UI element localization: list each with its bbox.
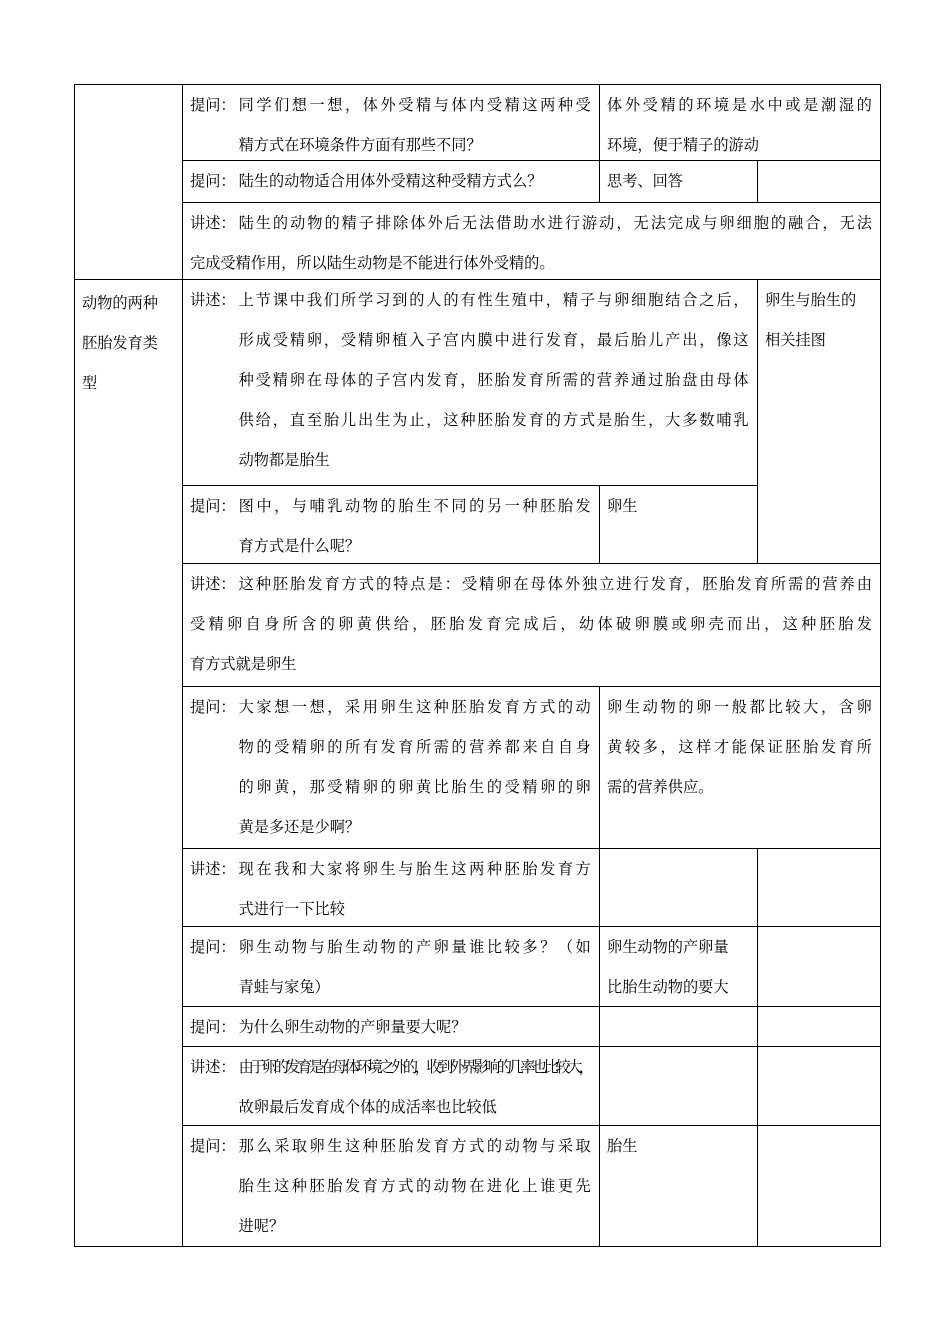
teacher-text: 育方式是什么呢？ [238, 537, 361, 555]
activity-prefix: 提问： [190, 1137, 236, 1155]
topic-label: 型 [82, 374, 98, 392]
teacher-text: 进呢？ [238, 1217, 285, 1235]
teacher-text: 完成受精作用，所以陆生动物是不能进行体外受精的。 [190, 254, 555, 272]
topic-label: 动物的两种 [82, 294, 158, 312]
empty-cell [757, 1046, 881, 1126]
teacher-text: 形成受精卵，受精卵植入子宫内膜中进行发育，最后胎儿产出，像这 [238, 331, 751, 349]
teacher-text: 供给，直至胎儿出生为止，这种胚胎发育的方式是胎生，大多数哺乳 [238, 411, 751, 429]
student-text: 需的营养供应。 [607, 778, 714, 796]
student-text: 卵生 [607, 497, 638, 515]
activity-prefix: 讲述： [190, 291, 236, 309]
student-text: 卵生动物的产卵量 [607, 938, 729, 956]
teacher-text: 陆生的动物适合用体外受精这种受精方式么？ [238, 172, 543, 190]
empty-cell [599, 1046, 758, 1126]
student-text: 比胎生动物的要大 [607, 978, 729, 996]
topic-cell [74, 84, 183, 280]
teacher-text: 受精卵自身所含的卵黄供给，胚胎发育完成后，幼体破卵膜或卵壳而出，这种胚胎发 [190, 615, 876, 633]
empty-cell [757, 160, 881, 203]
teacher-text: 大家想一想，采用卵生这种胚胎发育方式的动 [238, 698, 594, 716]
teacher-text: 由于卵的发育是在母体环境之外的，收到外界影响的几率也比较大， [238, 1058, 591, 1076]
teacher-text: 故卵最后发育成个体的成活率也比较低 [238, 1098, 497, 1116]
empty-cell [757, 848, 881, 927]
media-text: 相关挂图 [765, 331, 826, 349]
empty-cell [599, 848, 758, 927]
teacher-text: 的卵黄，那受精卵的卵黄比胎生的受精卵的卵 [238, 778, 594, 796]
student-text: 环境，便于精子的游动 [607, 136, 759, 154]
student-text: 卵生动物的卵一般都比较大，含卵 [607, 698, 875, 716]
teacher-text: 式进行一下比较 [238, 900, 345, 918]
teacher-text: 精方式在环境条件方面有那些不同？ [238, 136, 482, 154]
activity-prefix: 提问： [190, 698, 236, 716]
activity-prefix: 讲述： [190, 575, 236, 593]
topic-label: 胚胎发育类 [82, 334, 158, 352]
student-text: 思考、回答 [607, 172, 683, 190]
teacher-text: 物的受精卵的所有发育所需的营养都来自自身 [238, 738, 594, 756]
teacher-text: 现在我和大家将卵生与胎生这两种胚胎发育方 [238, 860, 594, 878]
empty-cell [757, 926, 881, 1007]
teacher-text: 为什么卵生动物的产卵量要大呢？ [238, 1018, 467, 1036]
teacher-text: 上节课中我们所学习到的人的有性生殖中，精子与卵细胞结合之后， [238, 291, 751, 309]
empty-cell [599, 1006, 758, 1047]
activity-prefix: 提问： [190, 938, 236, 956]
teacher-text: 同学们想一想，体外受精与体内受精这两种受 [238, 96, 594, 114]
empty-cell [757, 1006, 881, 1047]
teacher-text: 陆生的动物的精子排除体外后无法借助水进行游动，无法完成与卵细胞的融合，无法 [238, 214, 874, 232]
teacher-text: 动物都是胎生 [238, 451, 330, 469]
teacher-text: 黄是多还是少啊？ [238, 818, 361, 836]
activity-prefix: 讲述： [190, 1058, 236, 1076]
activity-prefix: 讲述： [190, 860, 236, 878]
topic-cell [74, 279, 183, 1247]
teacher-text: 青蛙与家兔） [238, 978, 330, 996]
teacher-text: 胎生这种胚胎发育方式的动物在进化上谁更先 [238, 1177, 594, 1195]
student-text: 体外受精的环境是水中或是潮湿的 [607, 96, 875, 114]
activity-prefix: 提问： [190, 1018, 236, 1036]
teacher-text: 卵生动物与胎生动物的产卵量谁比较多？（如 [238, 938, 594, 956]
media-text: 卵生与胎生的 [765, 291, 857, 309]
activity-prefix: 提问： [190, 172, 236, 190]
teacher-text: 那么采取卵生这种胚胎发育方式的动物与采取 [238, 1137, 594, 1155]
activity-prefix: 提问： [190, 497, 236, 515]
student-text: 胎生 [607, 1137, 638, 1155]
teacher-text: 种受精卵在母体的子宫内发育，胚胎发育所需的营养通过胎盘由母体 [238, 371, 751, 389]
teacher-text: 育方式就是卵生 [190, 655, 297, 673]
student-text: 黄较多，这样才能保证胚胎发育所 [607, 738, 875, 756]
activity-prefix: 讲述： [190, 214, 236, 232]
empty-cell [757, 1125, 881, 1247]
activity-prefix: 提问： [190, 96, 236, 114]
teacher-text: 这种胚胎发育方式的特点是：受精卵在母体外独立进行发育，胚胎发育所需的营养由 [238, 575, 874, 593]
teacher-text: 图中，与哺乳动物的胎生不同的另一种胚胎发 [238, 497, 594, 515]
